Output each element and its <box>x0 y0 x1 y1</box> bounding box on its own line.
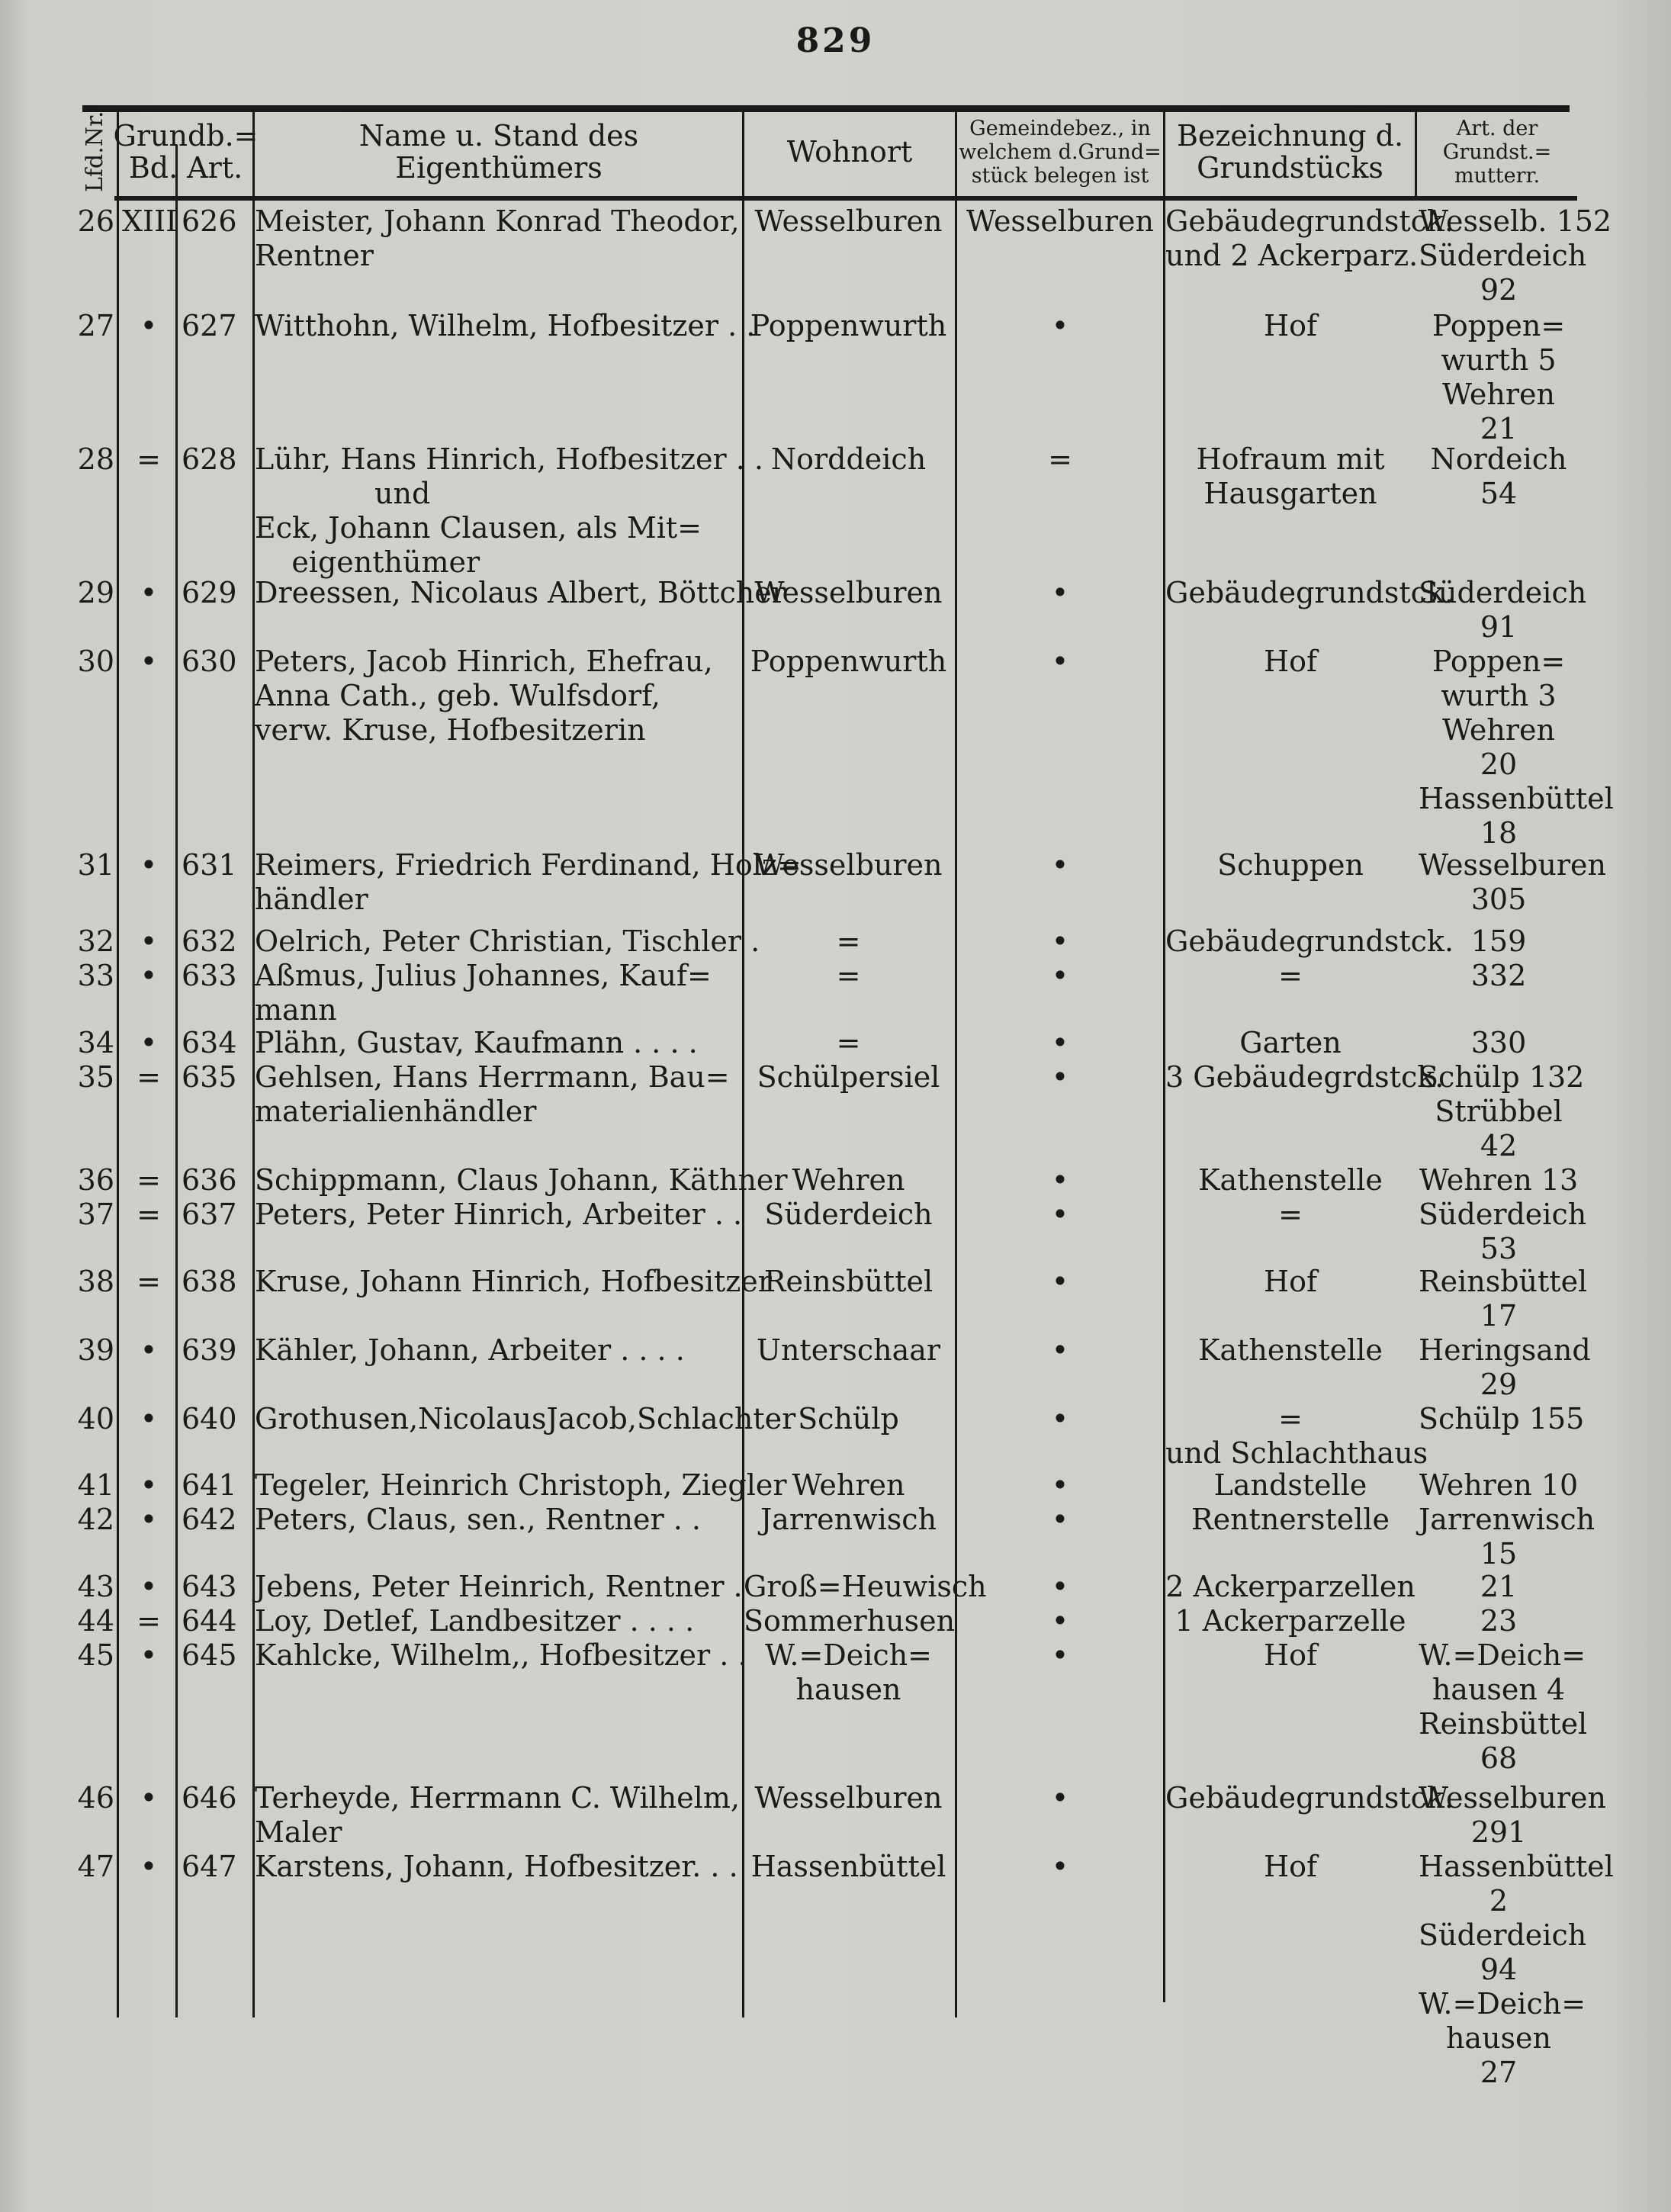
row-32-owner-name: Oelrich, Peter Christian, Tischler . <box>255 924 760 958</box>
row-45-mutterrolle-line3: Reinsbüttel <box>1419 1707 1588 1741</box>
row-36-band: = <box>137 1163 161 1197</box>
row-45-mutterrolle-line4: 68 <box>1480 1741 1518 1775</box>
row-35-gemeindebezirk: • <box>1051 1060 1069 1094</box>
row-28-mutterrolle-line2: 54 <box>1480 477 1518 510</box>
row-47-mutterrolle-line1: Hassenbüttel <box>1419 1850 1614 1883</box>
row-27-owner-name: Witthohn, Wilhelm, Hofbesitzer . . <box>255 309 756 342</box>
header-lfd-nr: Lfd.Nr. <box>82 111 108 193</box>
row-39-gemeindebezirk: • <box>1051 1333 1069 1367</box>
row-47-wohnort: Hassenbüttel <box>750 1850 946 1883</box>
row-38-owner-name: Kruse, Johann Hinrich, Hofbesitzer <box>255 1265 772 1298</box>
header-gemeinde-line3: stück belegen ist <box>971 163 1149 188</box>
row-43-mutterrolle: 21 <box>1480 1570 1518 1603</box>
row-43-bezeichnung: 2 Ackerparzellen <box>1165 1570 1416 1603</box>
row-33-owner-name-line2: mann <box>255 993 337 1027</box>
row-46-lfd-number: 46 <box>77 1781 114 1815</box>
row-42-bezeichnung: Rentnerstelle <box>1191 1503 1390 1536</box>
row-37-mutterrolle-line1: Süderdeich <box>1419 1198 1587 1231</box>
row-28-gemeindebezirk: = <box>1048 442 1072 476</box>
row-37-band: = <box>137 1198 161 1231</box>
header-wohnort: Wohnort <box>786 135 913 169</box>
row-35-owner-name-line2: materialienhändler <box>255 1095 537 1128</box>
row-40-band: • <box>140 1402 158 1436</box>
row-40-wohnort: Schülp <box>798 1402 899 1436</box>
page-number: 829 <box>795 21 876 60</box>
row-27-wohnort: Poppenwurth <box>750 309 947 342</box>
row-30-mutterrolle-line6: 18 <box>1480 816 1518 850</box>
row-37-owner-name: Peters, Peter Hinrich, Arbeiter . . <box>255 1198 743 1231</box>
row-28-bezeichnung-line2: Hausgarten <box>1203 477 1377 510</box>
row-29-artikel: 629 <box>182 576 237 609</box>
row-28-artikel: 628 <box>182 442 237 476</box>
row-35-band: = <box>137 1060 161 1094</box>
row-31-band: • <box>140 848 158 882</box>
row-31-owner-name-line1: Reimers, Friedrich Ferdinand, Holz= <box>255 848 802 882</box>
row-29-gemeindebezirk: • <box>1051 576 1069 609</box>
row-30-owner-name-line1: Peters, Jacob Hinrich, Ehefrau, <box>255 645 713 678</box>
row-33-gemeindebezirk: • <box>1051 959 1069 992</box>
row-38-wohnort: Reinsbüttel <box>763 1265 934 1298</box>
row-36-artikel: 636 <box>182 1163 237 1197</box>
row-26-mutterrolle-line1: Wesselb. 152 <box>1419 204 1612 238</box>
row-44-lfd-number: 44 <box>77 1604 114 1638</box>
row-40-artikel: 640 <box>182 1402 237 1436</box>
row-26-artikel: 626 <box>182 204 237 238</box>
row-47-gemeindebezirk: • <box>1051 1850 1069 1883</box>
row-46-band: • <box>140 1781 158 1815</box>
row-45-mutterrolle-line1: W.=Deich= <box>1419 1638 1586 1672</box>
row-30-mutterrolle-line3: Wehren <box>1441 713 1556 747</box>
row-37-gemeindebezirk: • <box>1051 1198 1069 1231</box>
row-42-owner-name: Peters, Claus, sen., Rentner . . <box>255 1503 701 1536</box>
row-34-bezeichnung: Garten <box>1239 1026 1342 1059</box>
row-47-mutterrolle-line2: 2 <box>1489 1884 1509 1918</box>
row-40-gemeindebezirk: • <box>1051 1402 1069 1436</box>
row-38-mutterrolle-line1: Reinsbüttel <box>1419 1265 1588 1298</box>
row-38-bezeichnung: Hof <box>1263 1265 1318 1298</box>
row-32-gemeindebezirk: • <box>1051 924 1069 958</box>
header-grundb: Grundb.= <box>113 119 259 153</box>
row-26-bezeichnung-line1: Gebäudegrundstck. <box>1165 204 1454 238</box>
row-30-wohnort: Poppenwurth <box>750 645 947 678</box>
row-47-bezeichnung: Hof <box>1263 1850 1318 1883</box>
row-39-bezeichnung: Kathenstelle <box>1198 1333 1383 1367</box>
row-32-bezeichnung: Gebäudegrundstck. <box>1165 924 1454 958</box>
row-33-band: • <box>140 959 158 992</box>
row-26-owner-name-line1: Meister, Johann Konrad Theodor, <box>255 204 740 238</box>
row-42-wohnort: Jarrenwisch <box>760 1503 937 1536</box>
row-45-gemeindebezirk: • <box>1051 1638 1069 1672</box>
row-27-gemeindebezirk: • <box>1051 309 1069 342</box>
row-30-bezeichnung: Hof <box>1263 645 1318 678</box>
row-43-owner-name: Jebens, Peter Heinrich, Rentner . <box>255 1570 743 1603</box>
row-45-artikel: 645 <box>182 1638 237 1672</box>
header-bez-line1: Bezeichnung d. <box>1176 119 1404 153</box>
row-39-wohnort: Unterschaar <box>756 1333 941 1367</box>
row-35-mutterrolle-line1: Schülp 132 <box>1419 1060 1585 1094</box>
row-30-gemeindebezirk: • <box>1051 645 1069 678</box>
row-26-band: XIII <box>122 204 178 238</box>
row-42-mutterrolle-line2: 15 <box>1480 1537 1518 1571</box>
row-39-band: • <box>140 1333 158 1367</box>
row-31-owner-name-line2: händler <box>255 883 368 916</box>
row-43-lfd-number: 43 <box>77 1570 114 1603</box>
row-44-band: = <box>137 1604 161 1638</box>
row-46-gemeindebezirk: • <box>1051 1781 1069 1815</box>
row-47-mutterrolle-line7: 27 <box>1480 2056 1518 2089</box>
row-45-band: • <box>140 1638 158 1672</box>
row-40-mutterrolle: Schülp 155 <box>1419 1402 1585 1436</box>
row-36-bezeichnung: Kathenstelle <box>1198 1163 1383 1197</box>
row-34-artikel: 634 <box>182 1026 237 1059</box>
row-31-mutterrolle-line1: Wesselburen <box>1419 848 1607 882</box>
row-27-mutterrolle-line3: Wehren <box>1441 378 1556 411</box>
header-name: Name u. Stand des Eigenthümers <box>358 119 639 185</box>
row-41-gemeindebezirk: • <box>1051 1468 1069 1502</box>
row-36-mutterrolle: Wehren 13 <box>1419 1163 1579 1197</box>
row-32-artikel: 632 <box>182 924 237 958</box>
row-29-mutterrolle-line2: 91 <box>1480 610 1518 644</box>
row-39-owner-name: Kähler, Johann, Arbeiter . . . . <box>255 1333 685 1367</box>
row-30-mutterrolle-line4: 20 <box>1480 748 1518 781</box>
header-gemeinde-line2: welchem d.Grund= <box>959 140 1162 164</box>
row-29-bezeichnung: Gebäudegrundstck. <box>1165 576 1454 609</box>
row-42-gemeindebezirk: • <box>1051 1503 1069 1536</box>
row-36-lfd-number: 36 <box>77 1163 114 1197</box>
row-43-wohnort: Groß=Heuwisch <box>744 1570 987 1603</box>
row-44-artikel: 644 <box>182 1604 237 1638</box>
row-30-band: • <box>140 645 158 678</box>
row-31-wohnort: Wesselburen <box>754 848 943 882</box>
row-35-mutterrolle-line2: Strübbel <box>1435 1095 1563 1128</box>
row-30-mutterrolle-line2: wurth 3 <box>1441 679 1557 712</box>
row-45-wohnort-line2: hausen <box>795 1673 901 1706</box>
row-46-mutterrolle-line2: 291 <box>1470 1815 1527 1849</box>
row-47-lfd-number: 47 <box>77 1850 114 1883</box>
row-41-wohnort: Wehren <box>792 1468 905 1502</box>
row-26-wohnort: Wesselburen <box>754 204 943 238</box>
row-28-mutterrolle-line1: Nordeich <box>1430 442 1567 476</box>
row-46-mutterrolle-line1: Wesselburen <box>1419 1781 1607 1815</box>
row-27-artikel: 627 <box>182 309 237 342</box>
row-33-lfd-number: 33 <box>77 959 114 992</box>
row-30-mutterrolle-line1: Poppen= <box>1432 645 1566 678</box>
row-41-bezeichnung: Landstelle <box>1213 1468 1367 1502</box>
row-26-owner-name-line2: Rentner <box>255 239 374 272</box>
row-39-lfd-number: 39 <box>77 1333 114 1367</box>
row-27-band: • <box>140 309 158 342</box>
row-42-lfd-number: 42 <box>77 1503 114 1536</box>
row-33-wohnort: = <box>836 959 861 992</box>
row-47-artikel: 647 <box>182 1850 237 1883</box>
row-29-owner-name: Dreessen, Nicolaus Albert, Böttcher <box>255 576 786 609</box>
row-43-gemeindebezirk: • <box>1051 1570 1069 1603</box>
row-33-mutterrolle: 332 <box>1470 959 1527 992</box>
row-31-gemeindebezirk: • <box>1051 848 1069 882</box>
row-43-artikel: 643 <box>182 1570 237 1603</box>
row-32-wohnort: = <box>836 924 861 958</box>
row-46-wohnort: Wesselburen <box>754 1781 943 1815</box>
header-art-line3: mutterr. <box>1454 163 1541 188</box>
row-47-mutterrolle-line4: 94 <box>1480 1953 1518 1986</box>
row-41-owner-name: Tegeler, Heinrich Christoph, Ziegler <box>255 1468 787 1502</box>
row-34-lfd-number: 34 <box>77 1026 114 1059</box>
header-art-line2: Grundst.= <box>1442 140 1552 164</box>
row-38-lfd-number: 38 <box>77 1265 114 1298</box>
row-30-artikel: 630 <box>182 645 237 678</box>
row-28-owner-name-line1: Lühr, Hans Hinrich, Hofbesitzer . . <box>255 442 763 476</box>
row-28-owner-name-line3: Eck, Johann Clausen, als Mit= <box>255 511 702 545</box>
row-28-band: = <box>137 442 161 476</box>
row-28-owner-name-line4: eigenthümer <box>255 545 480 579</box>
row-27-mutterrolle-line1: Poppen= <box>1432 309 1566 342</box>
row-28-owner-name-line2: und <box>255 477 431 510</box>
row-35-wohnort: Schülpersiel <box>757 1060 940 1094</box>
row-38-artikel: 638 <box>182 1265 237 1298</box>
row-38-mutterrolle-line2: 17 <box>1480 1299 1518 1333</box>
row-31-mutterrolle-line2: 305 <box>1470 883 1527 916</box>
row-33-owner-name-line1: Aßmus, Julius Johannes, Kauf= <box>255 959 712 992</box>
row-26-bezeichnung-line2: und 2 Ackerparz. <box>1165 239 1419 272</box>
row-43-band: • <box>140 1570 158 1603</box>
row-34-owner-name: Plähn, Gustav, Kaufmann . . . . <box>255 1026 698 1059</box>
row-46-owner-name-line2: Maler <box>255 1815 342 1849</box>
row-40-bezeichnung-line1: = <box>1278 1402 1303 1436</box>
row-45-bezeichnung: Hof <box>1263 1638 1318 1672</box>
row-41-mutterrolle: Wehren 10 <box>1419 1468 1579 1502</box>
row-35-lfd-number: 35 <box>77 1060 114 1094</box>
row-27-bezeichnung: Hof <box>1263 309 1318 342</box>
row-47-mutterrolle-line6: hausen <box>1445 2021 1552 2055</box>
row-41-artikel: 641 <box>182 1468 237 1502</box>
row-26-mutterrolle-line3: 92 <box>1480 273 1518 307</box>
row-35-owner-name-line1: Gehlsen, Hans Herrmann, Bau= <box>255 1060 730 1094</box>
row-40-owner-name: Grothusen,NicolausJacob,Schlachter <box>255 1402 796 1436</box>
row-30-owner-name-line3: verw. Kruse, Hofbesitzerin <box>255 713 646 747</box>
row-47-owner-name: Karstens, Johann, Hofbesitzer. . . <box>255 1850 738 1883</box>
row-32-band: • <box>140 924 158 958</box>
row-26-lfd-number: 26 <box>77 204 114 238</box>
row-39-mutterrolle-line1: Heringsand <box>1419 1333 1591 1367</box>
row-30-lfd-number: 30 <box>77 645 114 678</box>
header-bd-art: Bd. Art. <box>128 151 243 185</box>
row-37-mutterrolle-line2: 53 <box>1480 1232 1518 1265</box>
row-31-lfd-number: 31 <box>77 848 114 882</box>
row-47-mutterrolle-line3: Süderdeich <box>1419 1918 1587 1952</box>
row-42-artikel: 642 <box>182 1503 237 1536</box>
row-39-mutterrolle-line2: 29 <box>1480 1368 1518 1401</box>
row-31-bezeichnung: Schuppen <box>1217 848 1364 882</box>
row-27-mutterrolle-line4: 21 <box>1480 412 1518 445</box>
row-38-band: = <box>137 1265 161 1298</box>
header-bez-line2: Grundstücks <box>1197 151 1383 185</box>
row-42-band: • <box>140 1503 158 1536</box>
row-36-gemeindebezirk: • <box>1051 1163 1069 1197</box>
row-32-mutterrolle: 159 <box>1470 924 1527 958</box>
row-37-wohnort: Süderdeich <box>764 1198 933 1231</box>
row-40-lfd-number: 40 <box>77 1402 114 1436</box>
row-44-gemeindebezirk: • <box>1051 1604 1069 1638</box>
row-46-bezeichnung: Gebäudegrundstck. <box>1165 1781 1454 1815</box>
row-34-gemeindebezirk: • <box>1051 1026 1069 1059</box>
row-38-gemeindebezirk: • <box>1051 1265 1069 1298</box>
row-36-wohnort: Wehren <box>792 1163 905 1197</box>
row-29-lfd-number: 29 <box>77 576 114 609</box>
row-30-mutterrolle-line5: Hassenbüttel <box>1419 782 1614 815</box>
row-45-wohnort-line1: W.=Deich= <box>764 1638 933 1672</box>
row-34-mutterrolle: 330 <box>1470 1026 1527 1059</box>
row-41-band: • <box>140 1468 158 1502</box>
row-37-artikel: 637 <box>182 1198 237 1231</box>
row-26-gemeindebezirk: Wesselburen <box>966 204 1155 238</box>
row-46-artikel: 646 <box>182 1781 237 1815</box>
row-47-band: • <box>140 1850 158 1883</box>
header-gemeinde-line1: Gemeindebez., in <box>969 116 1151 140</box>
row-44-wohnort: Sommerhusen <box>744 1604 956 1638</box>
row-42-mutterrolle-line1: Jarrenwisch <box>1419 1503 1595 1536</box>
row-39-artikel: 639 <box>182 1333 237 1367</box>
row-29-mutterrolle-line1: Süderdeich <box>1419 576 1587 609</box>
row-44-mutterrolle: 23 <box>1480 1604 1518 1638</box>
row-40-bezeichnung-line2: und Schlachthaus <box>1165 1436 1428 1470</box>
row-45-mutterrolle-line2: hausen 4 <box>1432 1673 1566 1706</box>
row-34-wohnort: = <box>836 1026 861 1059</box>
row-37-bezeichnung: = <box>1278 1198 1303 1231</box>
row-35-bezeichnung: 3 Gebäudegrdstck. <box>1165 1060 1444 1094</box>
row-41-lfd-number: 41 <box>77 1468 114 1502</box>
row-36-owner-name: Schippmann, Claus Johann, Käthner <box>255 1163 788 1197</box>
row-44-bezeichnung: 1 Ackerparzelle <box>1175 1604 1406 1638</box>
row-45-owner-name: Kahlcke, Wilhelm,, Hofbesitzer . . <box>255 1638 747 1672</box>
row-27-mutterrolle-line2: wurth 5 <box>1441 343 1557 377</box>
header-art-line1: Art. der <box>1456 116 1538 140</box>
row-26-mutterrolle-line2: Süderdeich <box>1419 239 1587 272</box>
row-45-lfd-number: 45 <box>77 1638 114 1672</box>
row-33-artikel: 633 <box>182 959 237 992</box>
row-34-band: • <box>140 1026 158 1059</box>
row-44-owner-name: Loy, Detlef, Landbesitzer . . . . <box>255 1604 695 1638</box>
row-27-lfd-number: 27 <box>77 309 114 342</box>
row-30-owner-name-line2: Anna Cath., geb. Wulfsdorf, <box>255 679 660 712</box>
row-29-band: • <box>140 576 158 609</box>
row-28-bezeichnung-line1: Hofraum mit <box>1196 442 1385 476</box>
row-32-lfd-number: 32 <box>77 924 114 958</box>
row-46-owner-name-line1: Terheyde, Herrmann C. Wilhelm, <box>255 1781 740 1815</box>
row-28-lfd-number: 28 <box>77 442 114 476</box>
row-35-mutterrolle-line3: 42 <box>1480 1129 1518 1162</box>
row-37-lfd-number: 37 <box>77 1198 114 1231</box>
row-35-artikel: 635 <box>182 1060 237 1094</box>
row-28-wohnort: Norddeich <box>770 442 927 476</box>
row-31-artikel: 631 <box>182 848 237 882</box>
row-33-bezeichnung: = <box>1278 959 1303 992</box>
row-47-mutterrolle-line5: W.=Deich= <box>1419 1987 1586 2021</box>
row-29-wohnort: Wesselburen <box>754 576 943 609</box>
